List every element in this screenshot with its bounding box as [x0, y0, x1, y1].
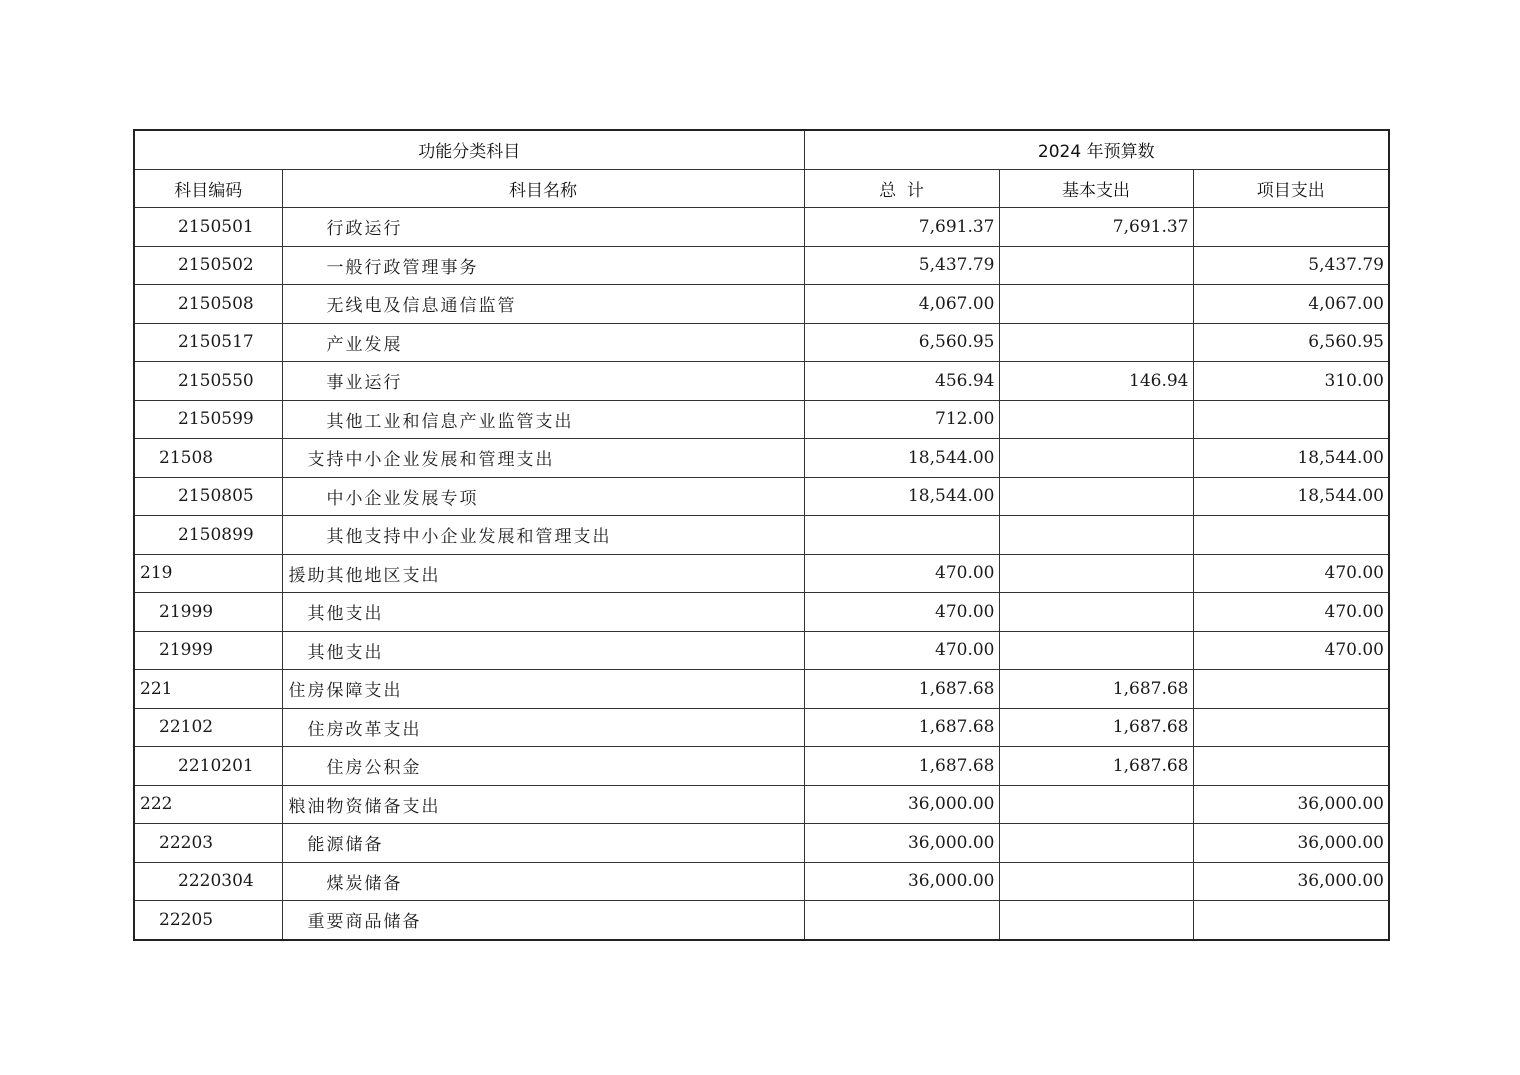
- row-project-cell: [1193, 708, 1389, 747]
- row-code-cell: 22203: [134, 824, 282, 863]
- row-name-cell: 其他工业和信息产业监管支出: [282, 400, 804, 439]
- row-total-cell: 1,687.68: [804, 747, 999, 786]
- row-code-cell: 2150550: [134, 362, 282, 401]
- row-code-cell: 222: [134, 785, 282, 824]
- row-project-cell: [1193, 400, 1389, 439]
- row-basic-cell: [999, 246, 1193, 285]
- column-header-code: 科目编码: [134, 169, 282, 208]
- row-name-cell: 一般行政管理事务: [282, 246, 804, 285]
- row-total-cell: 456.94: [804, 362, 999, 401]
- row-basic-cell: [999, 285, 1193, 324]
- budget-group-header: 2024 年预算数: [804, 130, 1389, 169]
- row-code-cell: 2150899: [134, 516, 282, 555]
- column-header-project: 项目支出: [1193, 169, 1389, 208]
- row-total-cell: 18,544.00: [804, 439, 999, 478]
- row-project-cell: 470.00: [1193, 631, 1389, 670]
- row-name-cell: 住房保障支出: [282, 670, 804, 709]
- row-name-cell: 其他支出: [282, 593, 804, 632]
- row-total-cell: 36,000.00: [804, 824, 999, 863]
- row-code-cell: 2150502: [134, 246, 282, 285]
- row-name-cell: 产业发展: [282, 323, 804, 362]
- row-code-cell: 2150599: [134, 400, 282, 439]
- row-basic-cell: 1,687.68: [999, 708, 1193, 747]
- row-code-cell: 221: [134, 670, 282, 709]
- table-row: [134, 285, 1389, 324]
- row-name-cell: 其他支持中小企业发展和管理支出: [282, 516, 804, 555]
- row-total-cell: 470.00: [804, 631, 999, 670]
- row-basic-cell: [999, 323, 1193, 362]
- row-total-cell: 470.00: [804, 593, 999, 632]
- row-total-cell: [804, 901, 999, 940]
- table-row: [134, 593, 1389, 632]
- row-name-cell: 重要商品储备: [282, 901, 804, 940]
- row-project-cell: 36,000.00: [1193, 785, 1389, 824]
- row-code-cell: 2150517: [134, 323, 282, 362]
- row-total-cell: 7,691.37: [804, 208, 999, 247]
- row-project-cell: 36,000.00: [1193, 824, 1389, 863]
- row-basic-cell: [999, 862, 1193, 901]
- row-name-cell: 其他支出: [282, 631, 804, 670]
- row-basic-cell: [999, 593, 1193, 632]
- row-basic-cell: [999, 901, 1193, 940]
- row-code-cell: 2150501: [134, 208, 282, 247]
- row-code-cell: 21508: [134, 439, 282, 478]
- table-row: [134, 477, 1389, 516]
- row-total-cell: [804, 516, 999, 555]
- budget-sheet: [133, 129, 1388, 941]
- row-basic-cell: 1,687.68: [999, 747, 1193, 786]
- table-row: [134, 862, 1389, 901]
- table-row: [134, 708, 1389, 747]
- row-code-cell: 219: [134, 554, 282, 593]
- row-project-cell: 18,544.00: [1193, 477, 1389, 516]
- row-code-cell: 2210201: [134, 747, 282, 786]
- row-total-cell: 5,437.79: [804, 246, 999, 285]
- row-code-cell: 22102: [134, 708, 282, 747]
- table-row: [134, 554, 1389, 593]
- row-basic-cell: [999, 554, 1193, 593]
- row-code-cell: 2150805: [134, 477, 282, 516]
- row-total-cell: 6,560.95: [804, 323, 999, 362]
- budget-table-body: [134, 208, 1389, 940]
- table-row: [134, 362, 1389, 401]
- row-basic-cell: [999, 516, 1193, 555]
- row-total-cell: 712.00: [804, 400, 999, 439]
- row-code-cell: 22205: [134, 901, 282, 940]
- row-basic-cell: [999, 439, 1193, 478]
- row-code-cell: 2150508: [134, 285, 282, 324]
- row-project-cell: 5,437.79: [1193, 246, 1389, 285]
- row-total-cell: 1,687.68: [804, 708, 999, 747]
- row-basic-cell: [999, 824, 1193, 863]
- table-row: [134, 400, 1389, 439]
- row-project-cell: [1193, 747, 1389, 786]
- row-project-cell: [1193, 516, 1389, 555]
- row-name-cell: 粮油物资储备支出: [282, 785, 804, 824]
- row-name-cell: 援助其他地区支出: [282, 554, 804, 593]
- table-row: [134, 323, 1389, 362]
- row-total-cell: 4,067.00: [804, 285, 999, 324]
- row-code-cell: 2220304: [134, 862, 282, 901]
- column-header-name: 科目名称: [282, 169, 804, 208]
- row-project-cell: 4,067.00: [1193, 285, 1389, 324]
- row-total-cell: 36,000.00: [804, 862, 999, 901]
- row-name-cell: 支持中小企业发展和管理支出: [282, 439, 804, 478]
- row-basic-cell: [999, 477, 1193, 516]
- row-code-cell: 21999: [134, 631, 282, 670]
- row-total-cell: 1,687.68: [804, 670, 999, 709]
- table-row: [134, 439, 1389, 478]
- row-project-cell: 310.00: [1193, 362, 1389, 401]
- row-total-cell: 18,544.00: [804, 477, 999, 516]
- row-name-cell: 住房公积金: [282, 747, 804, 786]
- row-project-cell: 6,560.95: [1193, 323, 1389, 362]
- row-basic-cell: [999, 631, 1193, 670]
- column-header-basic: 基本支出: [999, 169, 1193, 208]
- row-total-cell: 36,000.00: [804, 785, 999, 824]
- table-row: [134, 747, 1389, 786]
- row-project-cell: [1193, 670, 1389, 709]
- row-project-cell: [1193, 208, 1389, 247]
- row-name-cell: 行政运行: [282, 208, 804, 247]
- budget-table: [133, 129, 1390, 941]
- row-total-cell: 470.00: [804, 554, 999, 593]
- row-basic-cell: 146.94: [999, 362, 1193, 401]
- header-column-row: [134, 169, 1389, 208]
- column-header-total: 总 计: [804, 169, 999, 208]
- table-row: [134, 631, 1389, 670]
- row-project-cell: [1193, 901, 1389, 940]
- table-row: [134, 246, 1389, 285]
- row-project-cell: 470.00: [1193, 593, 1389, 632]
- row-basic-cell: [999, 400, 1193, 439]
- row-basic-cell: [999, 785, 1193, 824]
- table-row: [134, 785, 1389, 824]
- row-name-cell: 能源储备: [282, 824, 804, 863]
- row-basic-cell: 7,691.37: [999, 208, 1193, 247]
- table-row: [134, 901, 1389, 940]
- row-project-cell: 18,544.00: [1193, 439, 1389, 478]
- row-project-cell: 470.00: [1193, 554, 1389, 593]
- header-group-row: [134, 130, 1389, 169]
- row-code-cell: 21999: [134, 593, 282, 632]
- category-group-header: 功能分类科目: [134, 130, 804, 169]
- row-name-cell: 无线电及信息通信监管: [282, 285, 804, 324]
- table-row: [134, 208, 1389, 247]
- row-name-cell: 事业运行: [282, 362, 804, 401]
- row-name-cell: 住房改革支出: [282, 708, 804, 747]
- row-project-cell: 36,000.00: [1193, 862, 1389, 901]
- row-name-cell: 煤炭储备: [282, 862, 804, 901]
- table-row: [134, 824, 1389, 863]
- table-row: [134, 670, 1389, 709]
- row-basic-cell: 1,687.68: [999, 670, 1193, 709]
- row-name-cell: 中小企业发展专项: [282, 477, 804, 516]
- table-row: [134, 516, 1389, 555]
